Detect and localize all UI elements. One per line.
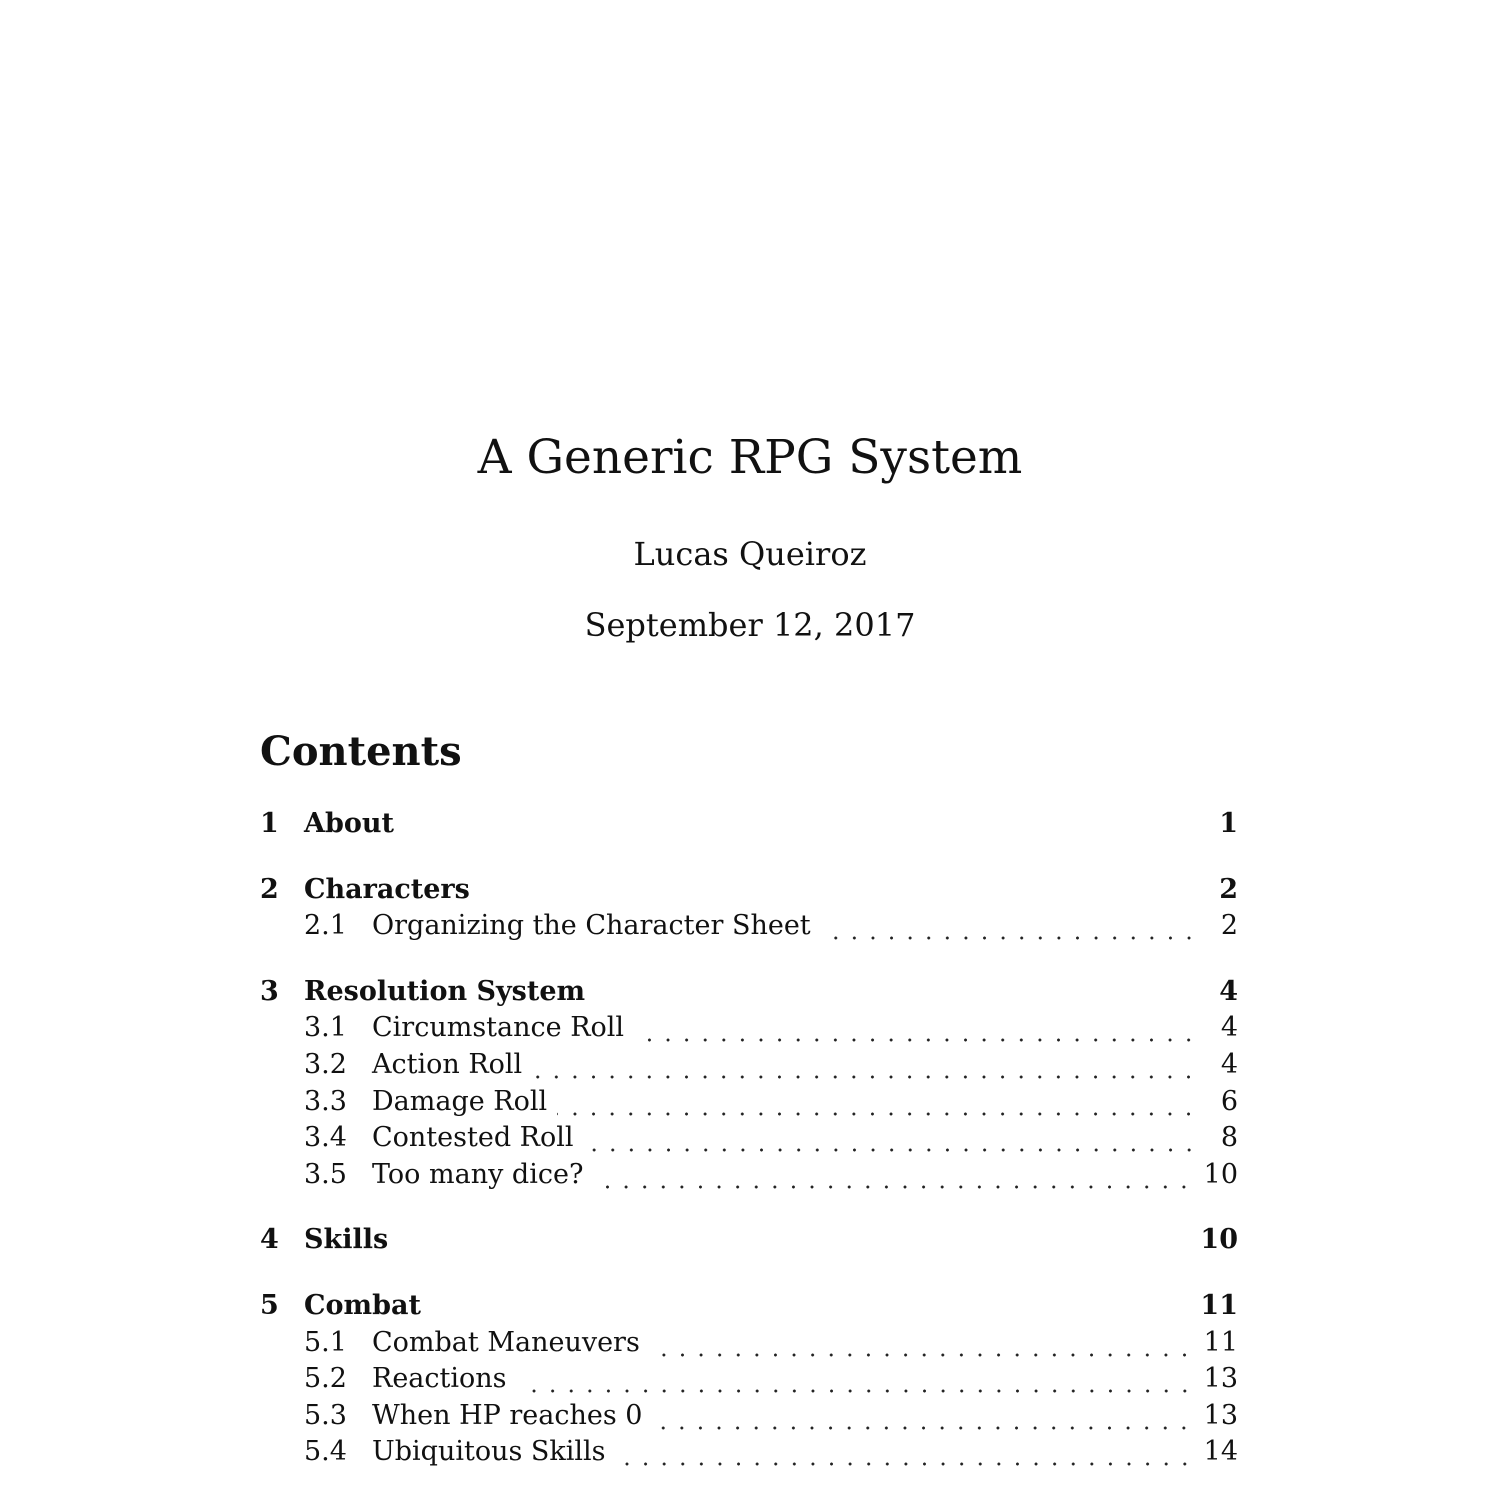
toc-section-group xyxy=(260,974,1238,1194)
toc-entry-number: 3.3 xyxy=(304,1085,347,1117)
toc-entry-number: 3.2 xyxy=(304,1048,347,1080)
toc-dot-leader xyxy=(557,1084,1198,1121)
toc-entry-number: 1 xyxy=(260,808,279,839)
document-date: September 12, 2017 xyxy=(584,606,916,644)
toc-dot-leader xyxy=(593,1157,1193,1194)
toc-entry-page: 4 xyxy=(1220,1048,1238,1080)
toc-section-group xyxy=(260,806,1238,843)
toc-dot-leader xyxy=(517,1361,1194,1398)
toc-section-group xyxy=(260,1222,1238,1259)
toc-entry-title: Circumstance Roll xyxy=(372,1012,625,1044)
toc-entry-title: Resolution System xyxy=(304,975,586,1007)
document-title: A Generic RPG System xyxy=(477,430,1023,485)
toc-entry-title: Reactions xyxy=(372,1363,507,1395)
toc-entry-number: 3 xyxy=(260,975,279,1007)
toc-entry-page: 13 xyxy=(1203,1399,1238,1431)
toc-dot-leader xyxy=(652,1398,1193,1435)
toc-dot-leader xyxy=(595,974,1198,1011)
toc-section-entry[interactable] xyxy=(260,974,1238,1011)
toc-entry-number: 2.1 xyxy=(304,910,347,942)
toc-dot-leader xyxy=(584,1120,1198,1157)
contents-heading: Contents xyxy=(260,728,462,775)
toc-entry-page: 14 xyxy=(1203,1436,1238,1468)
toc-dot-leader xyxy=(532,1047,1198,1084)
toc-subsection-entry[interactable] xyxy=(260,1361,1238,1398)
toc-entry-title: Action Roll xyxy=(372,1048,523,1080)
toc-subsection-entry[interactable] xyxy=(260,1120,1238,1157)
toc-entry-number: 3.5 xyxy=(304,1158,347,1190)
toc-section-group xyxy=(260,872,1238,945)
toc-section-group xyxy=(260,1288,1238,1471)
toc-subsection-entry[interactable] xyxy=(260,1010,1238,1047)
toc-entry-page: 1 xyxy=(1219,808,1238,839)
toc-section-entry[interactable] xyxy=(260,1288,1238,1325)
toc-entry-title: When HP reaches 0 xyxy=(372,1399,643,1431)
toc-entry-page: 4 xyxy=(1220,1012,1238,1044)
toc-entry-number: 3.4 xyxy=(304,1122,347,1154)
toc-entry-title: Ubiquitous Skills xyxy=(372,1436,606,1468)
toc-entry-title: Characters xyxy=(304,873,470,905)
toc-dot-leader xyxy=(634,1010,1198,1047)
toc-dot-leader xyxy=(431,1288,1191,1325)
toc-entry-number: 5 xyxy=(260,1289,279,1321)
table-of-contents xyxy=(260,806,1238,1500)
toc-entry-page: 6 xyxy=(1220,1085,1238,1117)
toc-entry-page: 13 xyxy=(1203,1363,1238,1395)
toc-subsection-entry[interactable] xyxy=(260,1157,1238,1194)
toc-entry-number: 2 xyxy=(260,873,279,905)
toc-dot-leader xyxy=(650,1325,1194,1362)
toc-entry-page: 11 xyxy=(1200,1289,1238,1321)
toc-subsection-entry[interactable] xyxy=(260,1084,1238,1121)
toc-entry-page: 2 xyxy=(1220,910,1238,942)
toc-section-entry[interactable] xyxy=(260,1222,1238,1259)
toc-entry-title: Contested Roll xyxy=(372,1122,574,1154)
toc-dot-leader xyxy=(616,1434,1194,1471)
toc-subsection-entry[interactable] xyxy=(260,1325,1238,1362)
toc-entry-number: 4 xyxy=(260,1224,279,1256)
toc-dot-leader xyxy=(398,1222,1190,1259)
toc-entry-number: 5.2 xyxy=(304,1363,347,1395)
toc-dot-leader xyxy=(480,872,1198,909)
toc-dot-leader xyxy=(404,806,1198,843)
document-author: Lucas Queiroz xyxy=(633,535,867,573)
toc-entry-number: 5.1 xyxy=(304,1326,347,1358)
toc-entry-title: About xyxy=(304,808,394,839)
toc-subsection-entry[interactable] xyxy=(260,1398,1238,1435)
toc-entry-number: 5.3 xyxy=(304,1399,347,1431)
toc-entry-number: 3.1 xyxy=(304,1012,347,1044)
toc-entry-page: 10 xyxy=(1200,1224,1238,1256)
toc-entry-title: Combat xyxy=(304,1289,421,1321)
toc-entry-title: Skills xyxy=(304,1224,389,1256)
toc-entry-number: 5.4 xyxy=(304,1436,347,1468)
toc-entry-page: 2 xyxy=(1219,873,1238,905)
toc-dot-leader xyxy=(821,908,1198,945)
toc-entry-page: 10 xyxy=(1203,1158,1238,1190)
toc-entry-page: 11 xyxy=(1203,1326,1238,1358)
toc-subsection-entry[interactable] xyxy=(260,1047,1238,1084)
toc-entry-title: Damage Roll xyxy=(372,1085,548,1117)
toc-entry-title: Organizing the Character Sheet xyxy=(372,910,811,942)
toc-entry-title: Combat Maneuvers xyxy=(372,1326,640,1358)
toc-entry-page: 4 xyxy=(1219,975,1238,1007)
toc-entry-title: Too many dice? xyxy=(372,1158,584,1190)
toc-entry-page: 8 xyxy=(1220,1122,1238,1154)
toc-subsection-entry[interactable] xyxy=(260,1434,1238,1471)
toc-section-entry[interactable] xyxy=(260,872,1238,909)
toc-subsection-entry[interactable] xyxy=(260,908,1238,945)
toc-section-entry[interactable] xyxy=(260,806,1238,843)
